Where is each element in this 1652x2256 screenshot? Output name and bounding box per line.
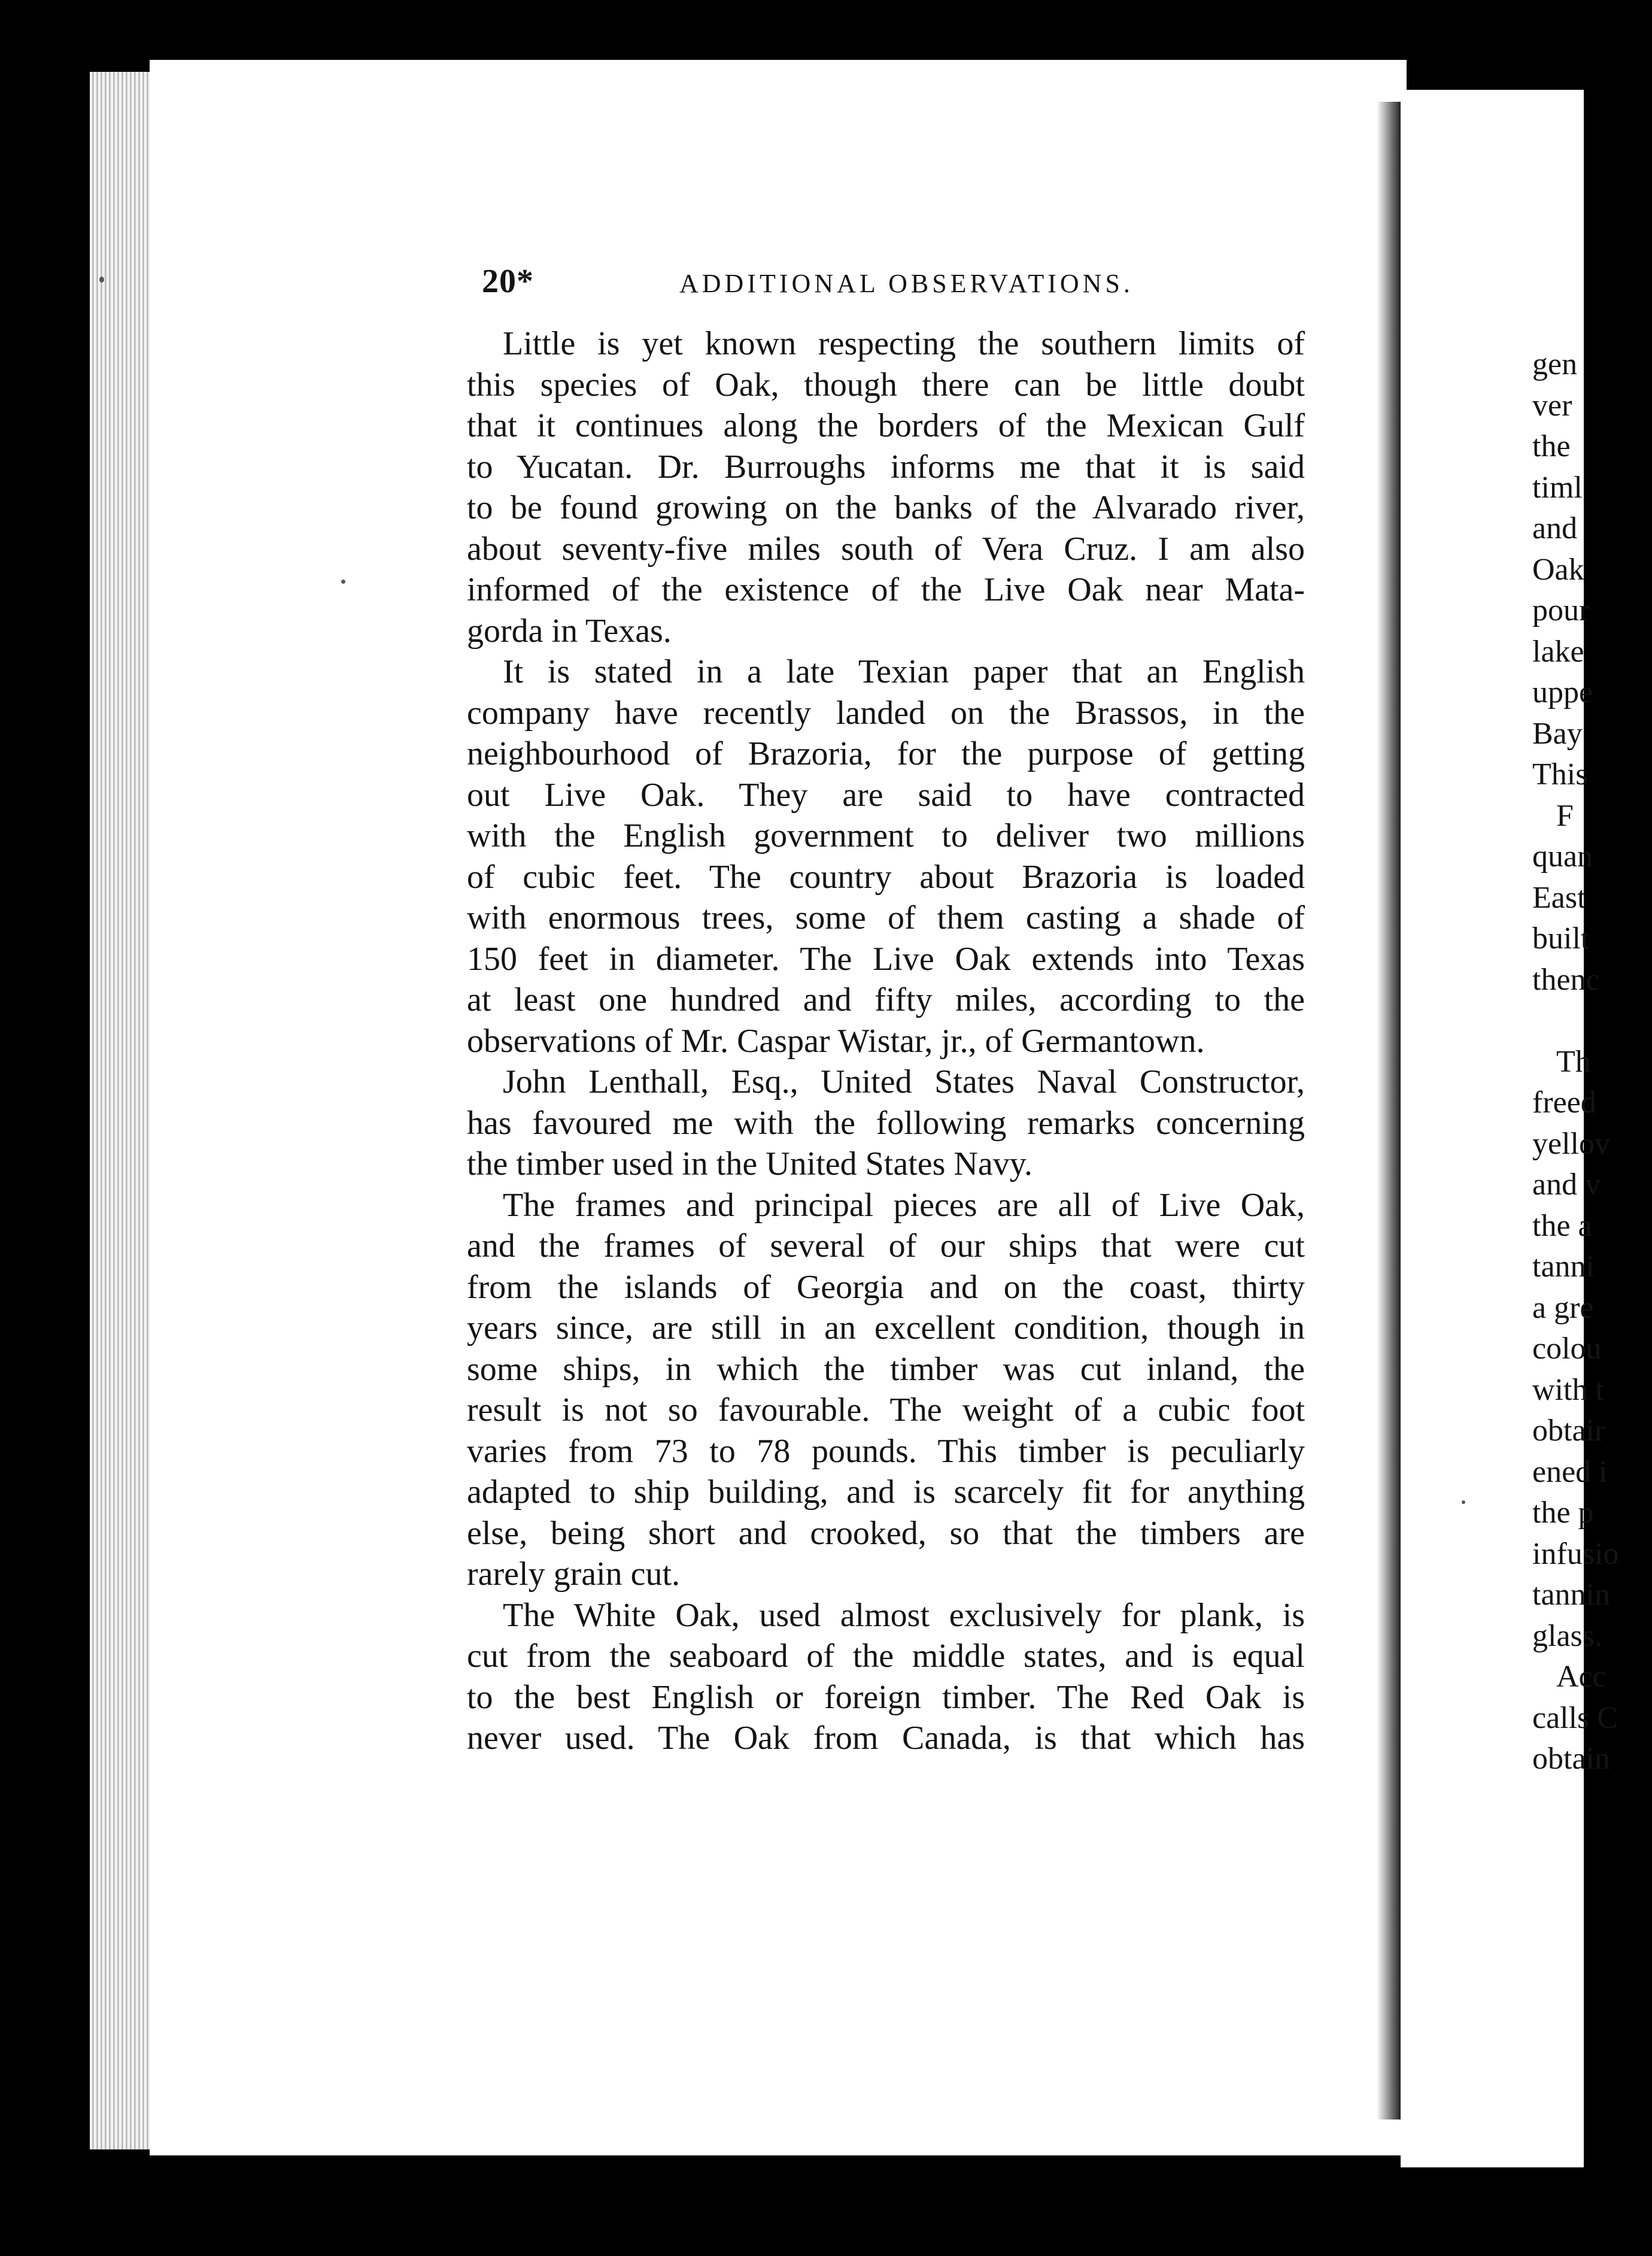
- text-line: the timber used in the United States Navy.: [467, 1145, 1033, 1182]
- right-text-line: lake: [1532, 634, 1584, 669]
- right-text-line: tannin: [1532, 1578, 1610, 1612]
- right-text-line: obtain: [1532, 1742, 1610, 1776]
- text-line: 150 feet in diameter. The Live Oak extends into Texas: [467, 940, 1305, 978]
- text-line: gorda in Texas.: [467, 612, 672, 650]
- right-text-line: ver: [1532, 388, 1572, 423]
- text-line: never used. The Oak from Canada, is that which has: [467, 1720, 1305, 1757]
- right-text-line: pour: [1532, 593, 1590, 627]
- text-line: with the English government to deliver two millions: [467, 817, 1305, 854]
- right-text-line: the a: [1532, 1208, 1592, 1243]
- right-text-line: the p: [1532, 1496, 1594, 1530]
- right-text-line: infusio: [1532, 1536, 1619, 1571]
- text-line: to Yucatan. Dr. Burroughs informs me that it is said: [467, 448, 1305, 486]
- text-line: neighbourhood of Brazoria, for the purpose of getting: [467, 735, 1305, 772]
- text-line: company have recently landed on the Brassos, in the: [467, 694, 1305, 732]
- text-line: this species of Oak, though there can be little doubt: [467, 366, 1305, 404]
- right-text-line: calls C: [1532, 1700, 1618, 1735]
- right-text-line: F: [1556, 798, 1574, 833]
- right-text-line: [1532, 1000, 1652, 1042]
- text-line: about seventy-five miles south of Vera Cruz. I am also: [467, 530, 1305, 568]
- right-text-line: a gre: [1532, 1290, 1594, 1325]
- text-line: observations of Mr. Caspar Wistar, jr., of Germantown.: [467, 1022, 1205, 1060]
- text-line: that it continues along the borders of the Mexican Gulf: [467, 407, 1305, 444]
- scan-speck: [1462, 1500, 1465, 1504]
- text-line: informed of the existence of the Live Oak near Mata-: [467, 571, 1305, 608]
- text-line: adapted to ship building, and is scarcely fit for anything: [467, 1473, 1305, 1511]
- right-text-line: the: [1532, 429, 1571, 463]
- right-text-line: timl: [1532, 470, 1583, 505]
- page-number: 20*: [482, 263, 534, 300]
- text-line: years since, are still in an excellent condition, though in: [467, 1309, 1305, 1347]
- right-text-line: yellov: [1532, 1126, 1610, 1161]
- right-text-line: glass.: [1532, 1618, 1602, 1653]
- text-line: varies from 73 to 78 pounds. This timber is peculiarly: [467, 1432, 1305, 1470]
- right-text-line: quan: [1532, 839, 1593, 874]
- book-gutter: [1377, 102, 1401, 2119]
- right-text-line: and: [1532, 511, 1578, 545]
- right-text-line: ened i: [1532, 1454, 1608, 1489]
- right-text-line: built: [1532, 921, 1590, 956]
- text-line: John Lenthall, Esq., United States Naval Constructor,: [503, 1063, 1305, 1100]
- right-text-line: Acc: [1556, 1660, 1607, 1694]
- text-line: Little is yet known respecting the southern limits of: [503, 325, 1305, 362]
- right-text-line: obtair: [1532, 1414, 1605, 1448]
- right-text-line: Bay: [1532, 716, 1583, 751]
- text-line: The White Oak, used almost exclusively for plank, is: [503, 1596, 1305, 1634]
- running-title: ADDITIONAL OBSERVATIONS.: [679, 269, 1134, 298]
- right-text-line: Th: [1556, 1044, 1591, 1079]
- text-line: It is stated in a late Texian paper that an English: [503, 653, 1305, 690]
- text-line: and the frames of several of our ships that were cut: [467, 1227, 1305, 1265]
- text-line: out Live Oak. They are said to have contracted: [467, 776, 1305, 814]
- right-text-line: colou: [1532, 1332, 1602, 1366]
- right-text-line: tanni: [1532, 1250, 1595, 1284]
- right-text-line: uppe: [1532, 675, 1593, 709]
- right-text-line: thenc: [1532, 962, 1600, 997]
- text-line: cut from the seaboard of the middle states, and is equal: [467, 1638, 1305, 1675]
- right-text-line: This: [1532, 757, 1588, 792]
- book-page-edges: [90, 72, 156, 2149]
- right-text-line: Oak: [1532, 552, 1584, 587]
- text-line: to the best English or foreign timber. The Red Oak is: [467, 1678, 1305, 1716]
- body-text: [467, 323, 1305, 1759]
- right-page-text: [1532, 344, 1652, 1780]
- text-line: from the islands of Georgia and on the coast, thirty: [467, 1268, 1305, 1306]
- text-line: has favoured me with the following remarks concerning: [467, 1104, 1305, 1142]
- text-line: to be found growing on the banks of the Alvarado river,: [467, 489, 1305, 526]
- right-text-line: gen: [1532, 347, 1578, 381]
- text-line: else, being short and crooked, so that the timbers are: [467, 1514, 1305, 1552]
- right-text-line: and v: [1532, 1168, 1601, 1202]
- scan-speck: [99, 277, 104, 283]
- right-text-line: freed: [1532, 1085, 1596, 1120]
- text-line: rarely grain cut.: [467, 1555, 681, 1593]
- text-line: of cubic feet. The country about Brazoria is loaded: [467, 858, 1305, 896]
- text-line: at least one hundred and fifty miles, according to the: [467, 981, 1305, 1018]
- text-line: The frames and principal pieces are all of Live Oak,: [503, 1186, 1305, 1224]
- running-head: [482, 262, 1320, 310]
- text-line: some ships, in which the timber was cut inland, the: [467, 1350, 1305, 1388]
- right-text-line: East: [1532, 880, 1586, 915]
- text-line: with enormous trees, some of them casting a shade of: [467, 899, 1305, 936]
- text-line: result is not so favourable. The weight of a cubic foot: [467, 1391, 1305, 1429]
- scan-speck: [341, 580, 345, 584]
- right-text-line: with t: [1532, 1372, 1604, 1407]
